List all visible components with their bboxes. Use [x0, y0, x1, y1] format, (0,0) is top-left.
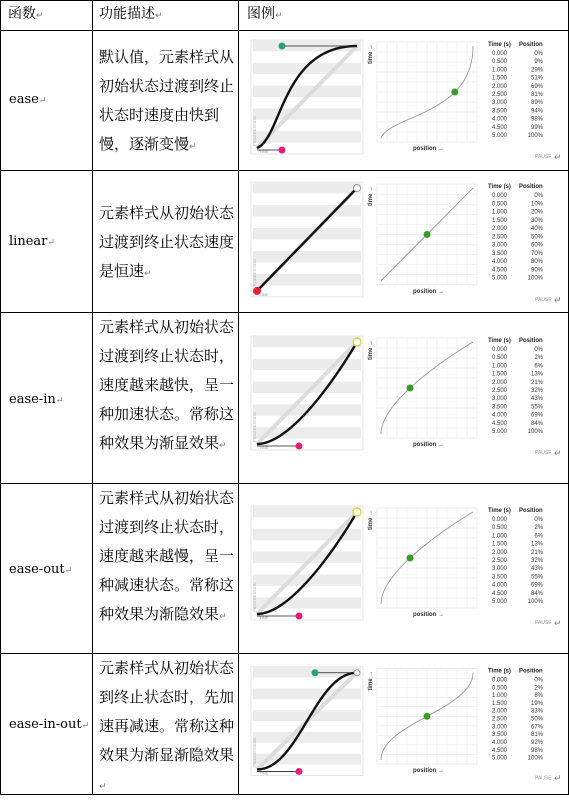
time-column-header: Time (s)	[488, 508, 511, 514]
time-value: 0.000	[491, 677, 507, 684]
pause-label: PAUSE	[535, 775, 552, 782]
time-value: 1.500	[491, 700, 507, 707]
progression-stripe	[253, 182, 361, 193]
time-value: 2.000	[491, 83, 507, 90]
progression-stripe	[253, 506, 361, 517]
end-point	[354, 185, 361, 192]
current-position-dot	[407, 385, 414, 392]
position-value: 100%	[527, 275, 543, 282]
time-value: 3.500	[491, 404, 507, 411]
time-value: 1.500	[491, 541, 507, 548]
position-value: 29%	[530, 67, 543, 74]
table-border	[0, 0, 569, 1]
time-label: TIME	[259, 615, 269, 620]
time-value: 3.000	[491, 396, 507, 403]
time-column-header: Time (s)	[488, 184, 511, 191]
position-value: 51%	[530, 75, 543, 82]
time-value: 0.500	[491, 355, 507, 362]
time-axis-label: time →	[368, 186, 374, 207]
progression-stripe	[253, 251, 361, 262]
function-description: 元素样式从初始状态过渡到终止状态时，速度越来越快，呈一种加速状态。常称这种效果为渐显效果↵	[99, 318, 235, 452]
time-value: 1.000	[491, 67, 507, 74]
end-point	[354, 670, 360, 676]
function-name: ease-in↵	[9, 392, 64, 407]
control-point-1	[296, 613, 303, 620]
time-value: 0.000	[491, 517, 507, 523]
time-value: 1.000	[491, 209, 507, 216]
time-value: 4.500	[491, 267, 507, 274]
time-value: 5.000	[491, 133, 507, 139]
progression-label: PROGRESSION	[252, 259, 257, 289]
position-value: 13%	[530, 541, 543, 548]
position-axis-label: position →	[413, 768, 444, 775]
control-point-2	[353, 508, 361, 516]
time-label: TIME	[259, 149, 269, 154]
time-axis-label: time →	[368, 339, 374, 360]
position-value: 100%	[527, 599, 543, 605]
easing-figure	[243, 34, 568, 164]
time-value: 3.500	[491, 574, 507, 581]
position-value: 0%	[534, 677, 543, 684]
position-value: 99%	[530, 124, 543, 131]
position-column-header: Position	[519, 42, 543, 48]
position-axis-label: position →	[413, 146, 444, 152]
position-value: 20%	[530, 209, 543, 216]
function-name: ease-out↵	[9, 562, 73, 577]
position-value: 69%	[530, 412, 543, 419]
position-value: 67%	[530, 724, 543, 731]
position-column-header: Position	[519, 668, 543, 675]
time-value: 4.000	[491, 412, 507, 419]
time-axis-label: time →	[368, 43, 374, 64]
row-divider	[0, 653, 569, 654]
time-value: 3.000	[491, 566, 507, 573]
time-value: 3.500	[491, 250, 507, 257]
time-value: 2.500	[491, 234, 507, 241]
position-column-header: Position	[519, 508, 543, 514]
time-value: 1.000	[491, 533, 507, 540]
time-label: TIME	[259, 291, 269, 297]
position-value: 81%	[530, 732, 543, 739]
row-divider	[0, 170, 569, 171]
position-value: 69%	[530, 582, 543, 589]
time-value: 5.000	[491, 429, 507, 435]
position-value: 94%	[530, 108, 543, 115]
time-value: 0.500	[491, 685, 507, 692]
time-value: 4.000	[491, 740, 507, 747]
time-value: 4.000	[491, 582, 507, 589]
position-value: 19%	[530, 700, 543, 707]
position-axis-label: position →	[413, 442, 444, 448]
control-point-1	[296, 768, 303, 775]
time-value: 3.500	[491, 732, 507, 739]
time-value: 0.000	[491, 193, 507, 200]
time-value: 5.000	[491, 599, 507, 605]
position-value: 89%	[530, 100, 543, 107]
position-value: 40%	[530, 226, 543, 233]
function-name: linear↵	[9, 234, 55, 249]
row-divider	[0, 312, 569, 313]
position-value: 0%	[534, 347, 543, 353]
control-point-2	[279, 43, 286, 50]
pause-label: PAUSE	[535, 450, 552, 456]
position-value: 2%	[534, 685, 543, 692]
easing-figure-svg	[243, 661, 568, 785]
position-value: 50%	[530, 716, 543, 723]
time-value: 1.500	[491, 371, 507, 378]
position-value: 98%	[530, 116, 543, 123]
position-axis-label: position →	[413, 288, 444, 295]
position-value: 100%	[527, 133, 543, 139]
function-name: ease-in-out↵	[9, 717, 90, 732]
position-value: 13%	[530, 371, 543, 378]
control-point-2	[353, 338, 361, 346]
time-column-header: Time (s)	[488, 338, 511, 344]
column-divider	[92, 0, 93, 795]
function-description: 元素样式从初始状态过渡到终止状态时，速度越来越慢，呈一种减速状态。常称这种效果为渐隐效果↵	[99, 489, 235, 623]
time-value: 4.500	[491, 590, 507, 597]
row-divider	[0, 483, 569, 484]
header-function: 函数↵	[8, 6, 44, 22]
easing-figure-svg	[243, 34, 568, 164]
time-axis-label: time →	[368, 509, 374, 530]
time-value: 3.000	[491, 100, 507, 107]
time-value: 4.500	[491, 747, 507, 754]
position-value: 6%	[534, 533, 543, 540]
time-column-header: Time (s)	[488, 668, 511, 675]
position-value: 0%	[534, 51, 543, 57]
position-column-header: Position	[519, 184, 543, 191]
position-value: 43%	[530, 396, 543, 403]
time-axis-label: time →	[368, 670, 374, 691]
position-value: 33%	[530, 708, 543, 715]
pause-label: PAUSE	[535, 296, 552, 303]
position-value: 100%	[527, 429, 543, 435]
progression-label: PROGRESSION	[252, 412, 257, 442]
position-value: 2%	[534, 355, 543, 362]
function-name: ease↵	[9, 92, 47, 107]
position-value: 69%	[530, 83, 543, 90]
position-value: 100%	[527, 755, 543, 762]
time-value: 4.000	[491, 259, 507, 266]
current-position-dot	[424, 713, 431, 720]
easing-figure	[243, 330, 568, 460]
position-value: 92%	[530, 740, 543, 747]
time-value: 1.500	[491, 217, 507, 224]
progression-stripe	[253, 108, 361, 119]
position-value: 6%	[534, 363, 543, 370]
progression-stripe	[253, 205, 361, 216]
time-value: 0.000	[491, 347, 507, 353]
row-divider	[0, 30, 569, 31]
time-value: 3.500	[491, 108, 507, 115]
time-value: 2.500	[491, 716, 507, 723]
pause-label: PAUSE	[535, 620, 552, 626]
progression-stripe	[253, 688, 361, 699]
time-label: TIME	[259, 445, 269, 450]
position-value: 55%	[530, 574, 543, 581]
pause-label: PAUSE	[535, 154, 552, 160]
time-value: 1.500	[491, 75, 507, 82]
progression-label: PROGRESSION	[252, 116, 257, 146]
position-value: 84%	[530, 590, 543, 597]
paragraph-mark: ↵	[554, 773, 562, 784]
time-value: 0.500	[491, 525, 507, 532]
time-value: 0.500	[491, 59, 507, 66]
function-description: 默认值，元素样式从初始状态过渡到终止状态时速度由快到慢，逐渐变慢↵	[99, 48, 235, 153]
easing-figure	[243, 176, 568, 307]
position-value: 0%	[534, 517, 543, 523]
position-value: 80%	[530, 259, 543, 266]
time-label: TIME	[259, 770, 269, 776]
control-point-2	[312, 669, 319, 676]
time-value: 5.000	[491, 275, 507, 282]
position-value: 2%	[534, 525, 543, 532]
time-column-header: Time (s)	[488, 42, 511, 48]
time-value: 2.500	[491, 92, 507, 98]
position-value: 21%	[530, 549, 543, 556]
position-value: 32%	[530, 388, 543, 394]
paragraph-mark: ↵	[554, 152, 562, 162]
control-point-1	[279, 147, 286, 154]
easing-figure	[243, 500, 568, 630]
position-column-header: Position	[519, 338, 543, 344]
time-value: 2.000	[491, 226, 507, 233]
time-value: 0.000	[491, 51, 507, 57]
position-value: 30%	[530, 217, 543, 224]
time-value: 2.000	[491, 708, 507, 715]
position-value: 9%	[534, 59, 543, 66]
time-value: 2.500	[491, 558, 507, 564]
column-divider	[238, 0, 239, 795]
control-point-1	[296, 443, 303, 450]
header-description: 功能描述↵	[99, 6, 163, 22]
progression-stripe	[253, 336, 361, 347]
easing-figure-svg	[243, 330, 568, 460]
function-description: 元素样式从初始状态到终止状态时，先加速再减速。常称这种效果为渐显渐隐效果↵	[99, 659, 235, 792]
position-value: 81%	[530, 92, 543, 98]
time-value: 4.500	[491, 420, 507, 427]
header-figure: 图例↵	[247, 6, 283, 22]
time-value: 2.500	[491, 388, 507, 394]
position-value: 32%	[530, 558, 543, 564]
position-value: 43%	[530, 566, 543, 573]
time-value: 1.000	[491, 693, 507, 700]
time-value: 0.500	[491, 201, 507, 208]
time-value: 2.000	[491, 549, 507, 556]
current-position-dot	[424, 231, 431, 238]
paragraph-mark: ↵	[554, 294, 562, 305]
position-value: 90%	[530, 267, 543, 274]
progression-stripe	[253, 732, 361, 743]
time-value: 3.000	[491, 724, 507, 731]
position-value: 0%	[534, 193, 543, 200]
paragraph-mark: ↵	[554, 618, 562, 628]
current-position-dot	[451, 89, 458, 96]
position-value: 10%	[530, 201, 543, 208]
position-value: 84%	[530, 420, 543, 427]
current-position-dot	[407, 555, 414, 562]
position-value: 55%	[530, 404, 543, 411]
progression-label: PROGRESSION	[252, 582, 257, 612]
time-value: 1.000	[491, 363, 507, 370]
easing-figure	[243, 661, 568, 785]
time-value: 3.000	[491, 242, 507, 249]
easing-figure-svg	[243, 500, 568, 630]
paragraph-mark: ↵	[554, 448, 562, 458]
time-value: 2.000	[491, 379, 507, 386]
position-value: 8%	[534, 693, 543, 700]
position-axis-label: position →	[413, 612, 444, 618]
position-value: 60%	[530, 242, 543, 249]
time-value: 4.500	[491, 124, 507, 131]
function-description: 元素样式从初始状态过渡到终止状态速度是恒速↵	[99, 204, 235, 280]
table-border	[0, 0, 1, 795]
time-value: 5.000	[491, 755, 507, 762]
position-value: 21%	[530, 379, 543, 386]
time-value: 4.000	[491, 116, 507, 123]
position-value: 98%	[530, 747, 543, 754]
position-value: 50%	[530, 234, 543, 241]
progression-label: PROGRESSION	[252, 737, 257, 768]
position-value: 70%	[530, 250, 543, 257]
easing-figure-svg	[243, 176, 568, 307]
